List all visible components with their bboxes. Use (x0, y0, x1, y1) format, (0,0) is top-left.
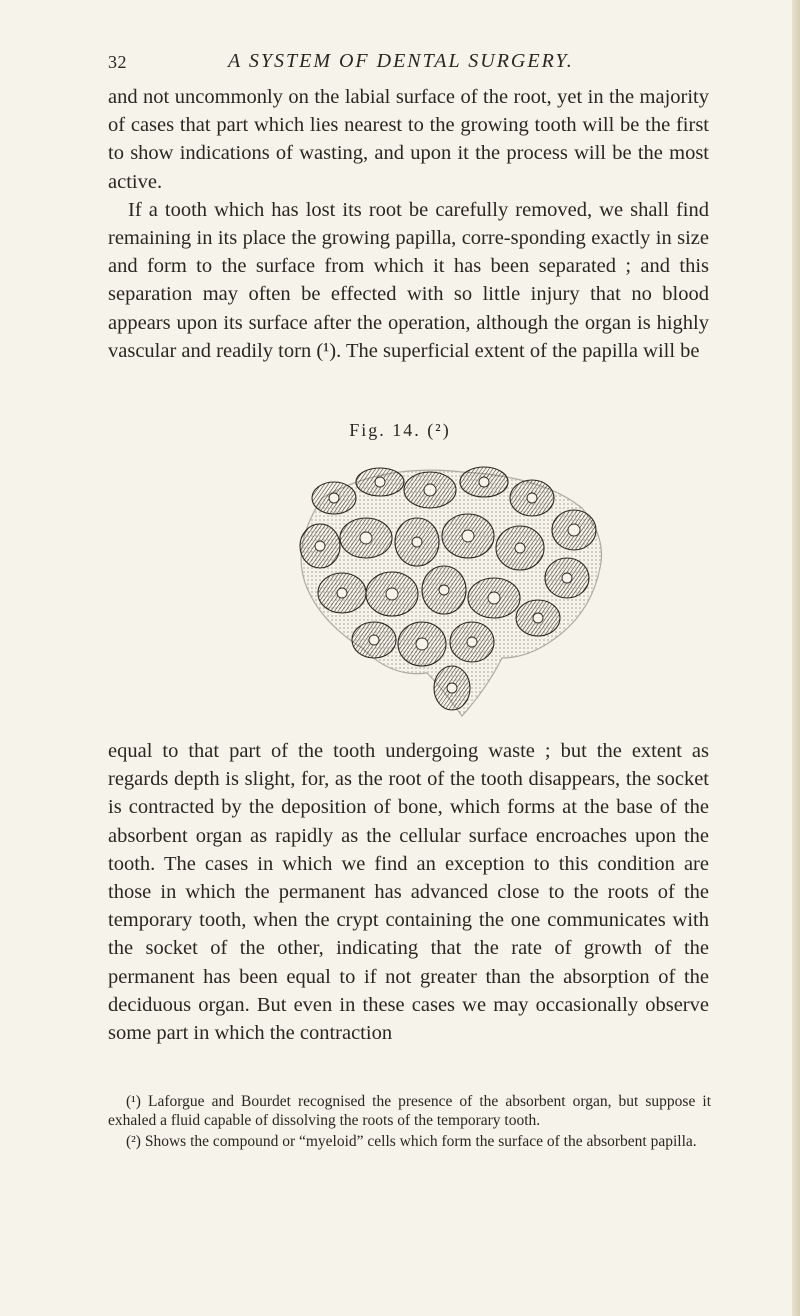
page-number: 32 (108, 52, 127, 72)
figure-caption: Fig. 14. (²) (349, 420, 451, 440)
text-block-bottom (108, 737, 709, 1047)
page-edge (792, 0, 800, 1316)
footnote-1: (¹) Laforgue and Bourdet recognised the presence of the absorbent organ, but suppose it exhaled a fluid capable of dissolving the roots of the temporary tooth. (108, 1093, 711, 1129)
paragraph-continued: and not uncommonly on the labial surface of the root, yet in the majority of cases that part which lies nearest to the growing tooth will be the first to show indications of wasting, and upon it the process will be the most active. (108, 86, 709, 193)
footnotes (108, 1092, 711, 1153)
running-title: A SYSTEM OF DENTAL SURGERY. (228, 50, 574, 72)
footnote-2: (²) Shows the compound or “myeloid” cells which form the surface of the absorbent papilla. (126, 1133, 697, 1150)
text-block-top (108, 83, 709, 365)
paragraph: equal to that part of the tooth undergoing waste ; but the extent as regards depth is slight, for, as the root of the tooth disappears, the socket is contracted by the deposition of bone, which forms at the base of the absorbent organ as rapidly as the cellular surface encroaches upon the tooth. The cases in which we find an exception to this condition are those in which the permanent has advanced close to the roots of the temporary tooth, when the crypt containing the one communicates with the socket of the other, indicating that the rate of growth of the permanent has been equal to if not greater than the absorption of the deciduous organ. But even in these cases we may occasionally observe some part in which the contraction (108, 740, 709, 1045)
myeloid-cells-illustration (262, 458, 614, 724)
paragraph: If a tooth which has lost its root be carefully removed, we shall find remaining in its place the growing papilla, corre-sponding exactly in size and form to the surface from which it has been separated ; and this separation may often be effected with so little injury that no blood appears upon its surface after the operation, although the organ is highly vascular and readily torn (¹). The superficial extent of the papilla will be (108, 198, 709, 362)
running-header (108, 44, 718, 74)
